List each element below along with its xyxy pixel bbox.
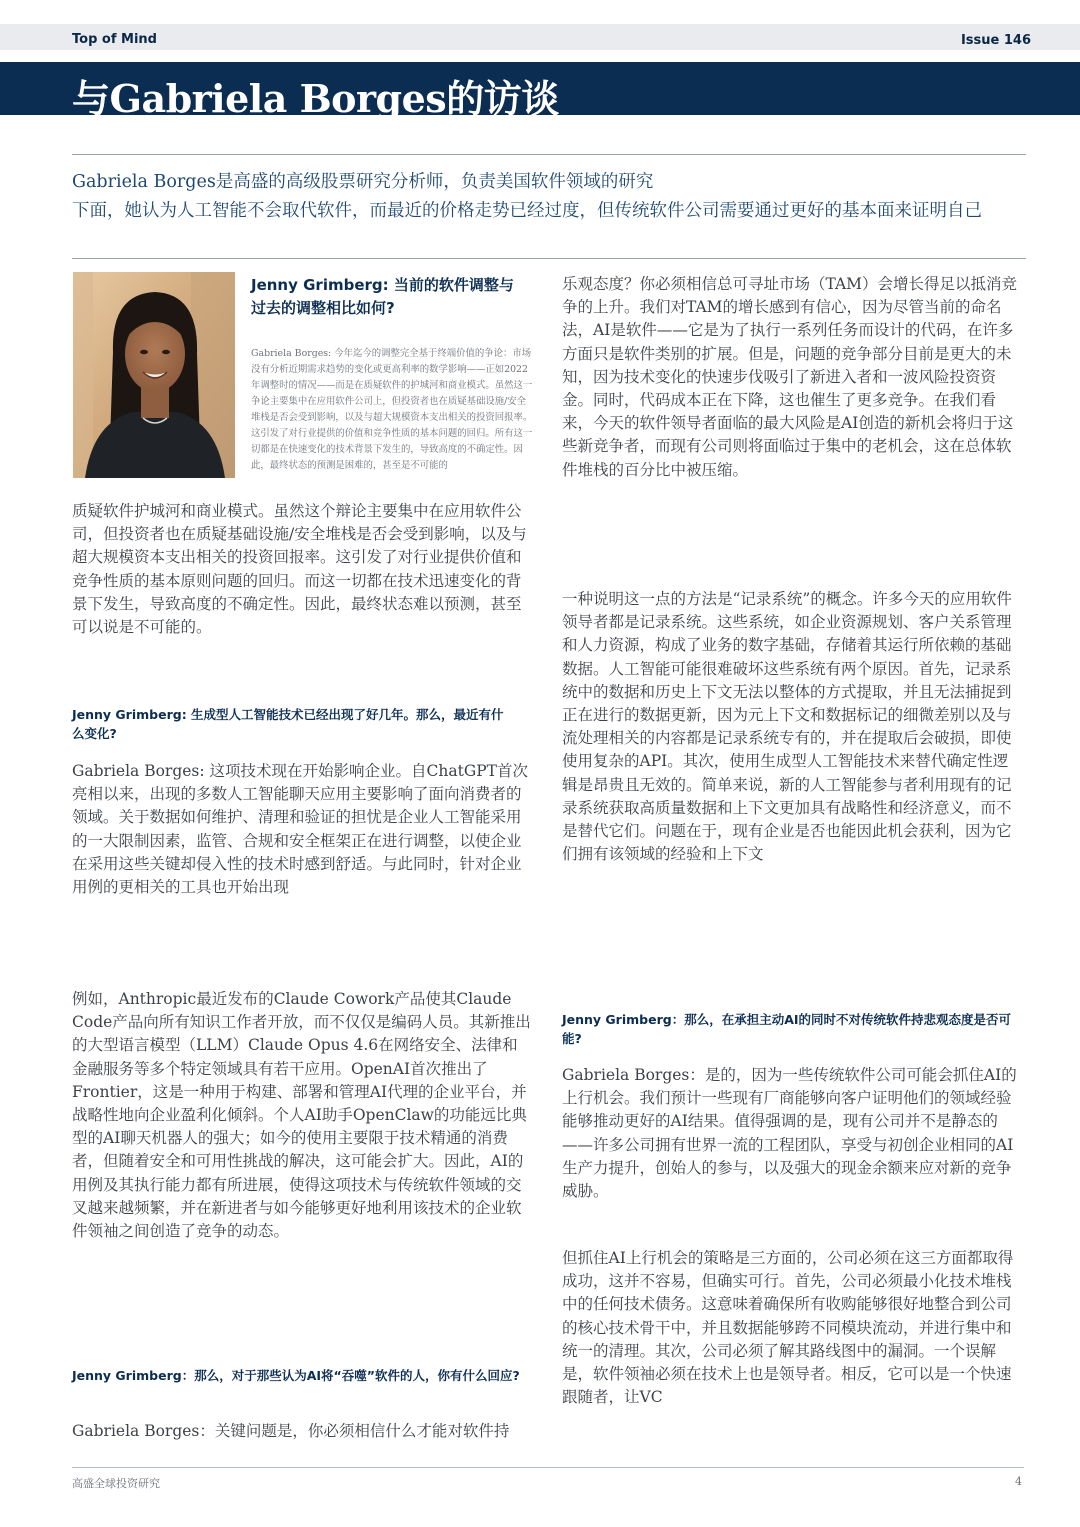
intro-line-2: 下面，她认为人工智能不会取代软件，而最近的价格走势已经过度，但传统软件公司需要通过更好的基本面来证明自己 bbox=[72, 201, 982, 221]
answer-2-continued: 例如，Anthropic最近发布的Claude Cowork产品使其Claude Code产品向所有知识工作者开放，而不仅仅是编码人员。其新推出的大型语言模型（LLM）Claude Opus 4.6在网络安全、法律和金融服务等多个特定领域具有若干应用。OpenAI首次推出了Frontier，这是一种用于构建、部署和管理AI代理的企业平台，并战略性地向企业盈利化倾斜。个人AI助手OpenClaw的功能远比典型的AI聊天机器人的强大；如今的使用主要限于技术精通的消费者，但随着安全和可用性挑战的解决，这可能会扩大。因此，AI的用例及其执行能力都有所进展，使得这项技术与传统软件领域的交叉越来越频繁，并在新进者与如今能够更好地利用该技术的企业软件领袖之间创造了竞争的动态。 bbox=[72, 990, 531, 1241]
answer-1-body: 质疑软件护城河和商业模式。虽然这个辩论主要集中在应用软件公司，但投资者也在质疑基础设施/安全堆栈是否会受到影响，以及与超大规模资本支出相关的投资回报率。这引发了对行业提供价值和竞争性质的基本原则问题的回归。而这一切都在技术迅速变化的背景下发生，导致高度的不确定性。因此，最终状态难以预测，甚至可以说是不可能的。 bbox=[72, 502, 527, 637]
section-label: Top of Mind bbox=[72, 32, 157, 47]
question-1: Jenny Grimberg: 当前的软件调整与过去的调整相比如何? bbox=[251, 276, 514, 317]
portrait-photo-icon bbox=[73, 272, 235, 478]
right-paragraph-3: 但抓住AI上行机会的策略是三方面的，公司必须在这三方面都取得成功，这并不容易，但确实可行。首先，公司必须最小化技术堆栈中的任何技术债务。这意味着确保所有收购能够很好地整合到公司的核心技术骨干中，并且数据能够跨不同模块流动，并进行集中和统一的清理。其次，公司必须了解其路线图中的漏洞。一个误解是，软件领袖必须在技术上也是领导者。相反，它可以是一个快速跟随者，让VC bbox=[562, 1249, 1014, 1407]
right-paragraph-2: 一种说明这一点的方法是“记录系统”的概念。许多今天的应用软件领导者都是记录系统。这些系统，如企业资源规划、客户关系管理和人力资源，构成了业务的数字基础，存储着其运行所依赖的基础数据。人工智能可能很难破坏这些系统有两个原因。首先，记录系统中的数据和历史上下文无法以整体的方式提取，并且无法捕捉到正在进行的数据更新，因为元上下文和数据标记的细微差别以及与流处理相关的内容都是记录系统专有的，并在提取后会破损，即使使用复杂的API。其次，使用生成型人工智能技术来替代确定性逻辑是昂贵且无效的。简单来说，新的人工智能参与者利用现有的记录系统获取高质量数据和上下文更加具有战略性和经济意义，而不是替代它们。问题在于，现有企业是否也能因此机会获利，因为它们拥有该领域的经验和上下文 bbox=[562, 590, 1012, 864]
question-3: Jenny Grimberg：那么，对于那些认为AI将“吞噬”软件的人，你有什么回应? bbox=[72, 1368, 520, 1383]
page-number: 4 bbox=[1015, 1475, 1022, 1488]
answer-4-body: Gabriela Borges：是的，因为一些传统软件公司可能会抓住AI的上行机会。我们预计一些现有厂商能够向客户证明他们的领域经验能够推动更好的AI结果。值得强调的是，现有公司并不是静态的——许多公司拥有世界一流的工程团队，享受与初创企业相同的AI生产力提升，创始人的参与，以及强大的现金余额来应对新的竞争威胁。 bbox=[562, 1066, 1017, 1201]
title-bar bbox=[0, 62, 1080, 121]
question-4: Jenny Grimberg：那么，在承担主动AI的同时不对传统软件持悲观态度是否可能? bbox=[562, 1012, 1012, 1046]
divider-intro bbox=[72, 258, 1026, 259]
intro-line-1: Gabriela Borges是高盛的高级股票研究分析师，负责美国软件领域的研究 bbox=[72, 172, 654, 192]
portrait-photo bbox=[73, 272, 235, 478]
footer-divider bbox=[72, 1467, 1024, 1468]
divider-top bbox=[72, 154, 1026, 155]
answer-3-start: Gabriela Borges：关键问题是，你必须相信什么才能对软件持 bbox=[72, 1422, 510, 1440]
answer-2-body: Gabriela Borges: 这项技术现在开始影响企业。自ChatGPT首次亮相以来，出现的多数人工智能聊天应用主要影响了面向消费者的领域。关于数据如何维护、清理和验证的担忧是企业人工智能采用的一大限制因素，监管、合规和安全框架正在进行调整，以使企业在采用这些关键却侵入性的技术时感到舒适。与此同时，针对企业用例的更相关的工具也开始出现 bbox=[72, 762, 529, 897]
question-2: Jenny Grimberg: 生成型人工智能技术已经出现了好几年。那么，最近有什么变化? bbox=[72, 707, 504, 741]
right-paragraph-1: 乐观态度？你必须相信总可寻址市场（TAM）会增长得足以抵消竞争的上升。我们对TAM的增长感到有信心，因为尽管当前的命名法，AI是软件——它是为了执行一系列任务而设计的代码，在许多方面只是软件类别的扩展。但是，问题的竞争部分目前是更大的未知，因为技术变化的快速步伐吸引了新进入者和一波风险投资资金。同时，代码成本正在下降，这也催生了更多竞争。在我们看来，今天的软件领导者面临的最大风险是AI创造的新机会将归于这些新竞争者，而现有公司则将面临过于集中的老机会，这在总体软件堆栈的百分比中被压缩。 bbox=[562, 275, 1018, 479]
answer-1-excerpt: Gabriela Borges: 今年迄今的调整完全基于终端价值的争论：市场没有分析近期需求趋势的变化或更高利率的数学影响——正如2022年调整时的情况——而是在质疑软件的护城河和商业模式。虽然这一争论主要集中在应用软件公司上，但投资者也在质疑基础设施/安全堆栈是否会受到影响，以及与超大规模资本支出相关的投资回报率。这引发了对行业提供的价值和竞争性质的基本问题的回归。所有这一切都是在快速变化的技术背景下发生的，导致高度的不确定性。因此，最终状态的预测是困难的，甚至是不可能的 bbox=[251, 348, 533, 471]
top-header-bar bbox=[0, 24, 1080, 50]
issue-label: Issue 146 bbox=[960, 33, 1031, 48]
page-title: 与Gabriela Borges的访谈 bbox=[72, 76, 559, 121]
footer-publisher: 高盛全球投资研究 bbox=[72, 1477, 160, 1490]
